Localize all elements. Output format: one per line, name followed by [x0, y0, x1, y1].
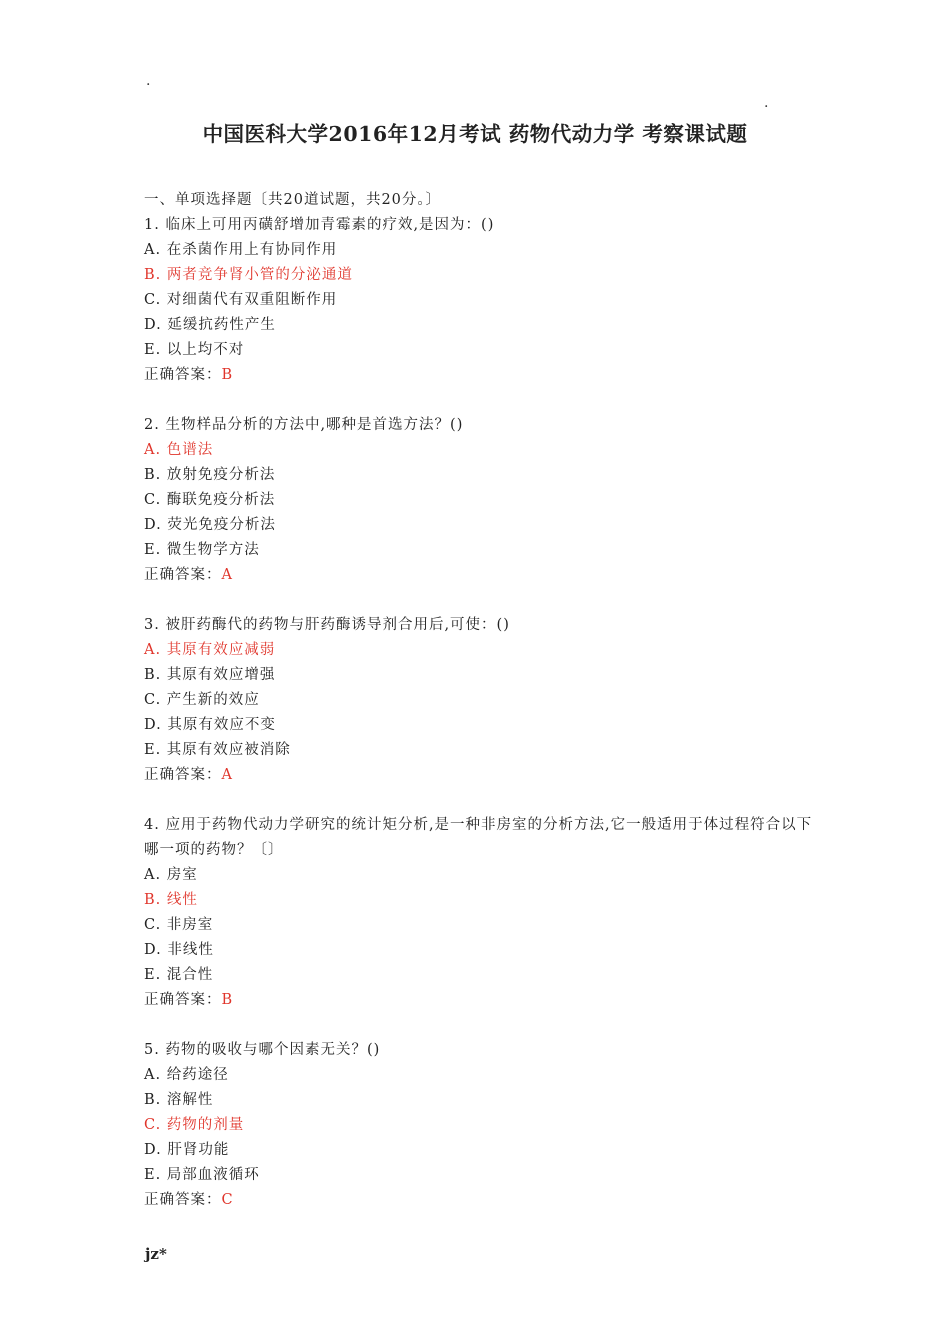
- option: A. 给药途径: [144, 1067, 229, 1083]
- option: D. 荧光免疫分析法: [144, 517, 276, 533]
- answer-line: [144, 563, 824, 588]
- option: C. 产生新的效应: [144, 692, 260, 708]
- option: E. 局部血液循环: [144, 1167, 260, 1183]
- question-stem: 3. 被肝药酶代的药物与肝药酶诱导剂合用后,可使：(): [144, 617, 510, 633]
- option: C. 非房室: [144, 917, 214, 933]
- answer-label: 正确答案：: [144, 767, 222, 783]
- question-block: [144, 413, 824, 613]
- answer-label: 正确答案：: [144, 992, 222, 1008]
- answer-line: [144, 763, 824, 788]
- answer-value: B: [221, 367, 234, 383]
- option: A. 房室: [144, 867, 198, 883]
- answer-value: A: [221, 767, 233, 783]
- spacer: [144, 388, 824, 413]
- answer-value: B: [221, 992, 234, 1008]
- option: C. 对细菌代有双重阻断作用: [144, 292, 338, 308]
- spacer: [144, 788, 824, 813]
- option: B. 其原有效应增强: [144, 667, 276, 683]
- page-dot-left: .: [146, 73, 151, 89]
- answer-line: [144, 988, 824, 1013]
- option-correct: B. 线性: [144, 892, 198, 908]
- option-correct: A. 其原有效应减弱: [144, 642, 276, 658]
- answer-line: [144, 1188, 824, 1213]
- answer-label: 正确答案：: [144, 567, 222, 583]
- answer-label: 正确答案：: [144, 367, 222, 383]
- option: E. 微生物学方法: [144, 542, 260, 558]
- option: D. 肝肾功能: [144, 1142, 230, 1158]
- question-list: [144, 213, 824, 1213]
- page-footer: jz*: [145, 1245, 167, 1263]
- option: D. 其原有效应不变: [144, 717, 276, 733]
- answer-line: [144, 363, 824, 388]
- question-block: [144, 613, 824, 813]
- question-block: [144, 1038, 824, 1213]
- option: C. 酶联免疫分析法: [144, 492, 276, 508]
- option: D. 延缓抗药性产生: [144, 317, 276, 333]
- question-stem: 1. 临床上可用丙磺舒增加青霉素的疗效,是因为：(): [144, 217, 495, 233]
- page-dot-right: .: [764, 95, 769, 111]
- option: B. 放射免疫分析法: [144, 467, 276, 483]
- answer-value: A: [221, 567, 233, 583]
- exam-content: [144, 188, 824, 1213]
- question-stem: 2. 生物样品分析的方法中,哪种是首选方法？(): [144, 417, 464, 433]
- answer-value: C: [221, 1192, 234, 1208]
- option: D. 非线性: [144, 942, 214, 958]
- option: E. 以上均不对: [144, 342, 245, 358]
- answer-label: 正确答案：: [144, 1192, 222, 1208]
- spacer: [144, 1013, 824, 1038]
- option-correct: C. 药物的剂量: [144, 1117, 245, 1133]
- page-title: 中国医科大学2016年12月考试 药物代动力学 考察课试题: [202, 122, 748, 146]
- spacer: [144, 588, 824, 613]
- option: B. 溶解性: [144, 1092, 214, 1108]
- option: E. 其原有效应被消除: [144, 742, 291, 758]
- question-block: [144, 213, 824, 413]
- question-stem: 4. 应用于药物代动力学研究的统计矩分析,是一种非房室的分析方法,它一般适用于体过程符合以下哪一项的药物？〔〕: [144, 817, 813, 858]
- section-heading: 一、单项选择题〔共20道试题，共20分。〕: [144, 192, 442, 208]
- question-block: [144, 813, 824, 1038]
- option: A. 在杀菌作用上有协同作用: [144, 242, 338, 258]
- option: E. 混合性: [144, 967, 214, 983]
- option-correct: B. 两者竞争肾小管的分泌通道: [144, 267, 353, 283]
- option-correct: A. 色谱法: [144, 442, 214, 458]
- question-stem: 5. 药物的吸收与哪个因素无关？(): [144, 1042, 381, 1058]
